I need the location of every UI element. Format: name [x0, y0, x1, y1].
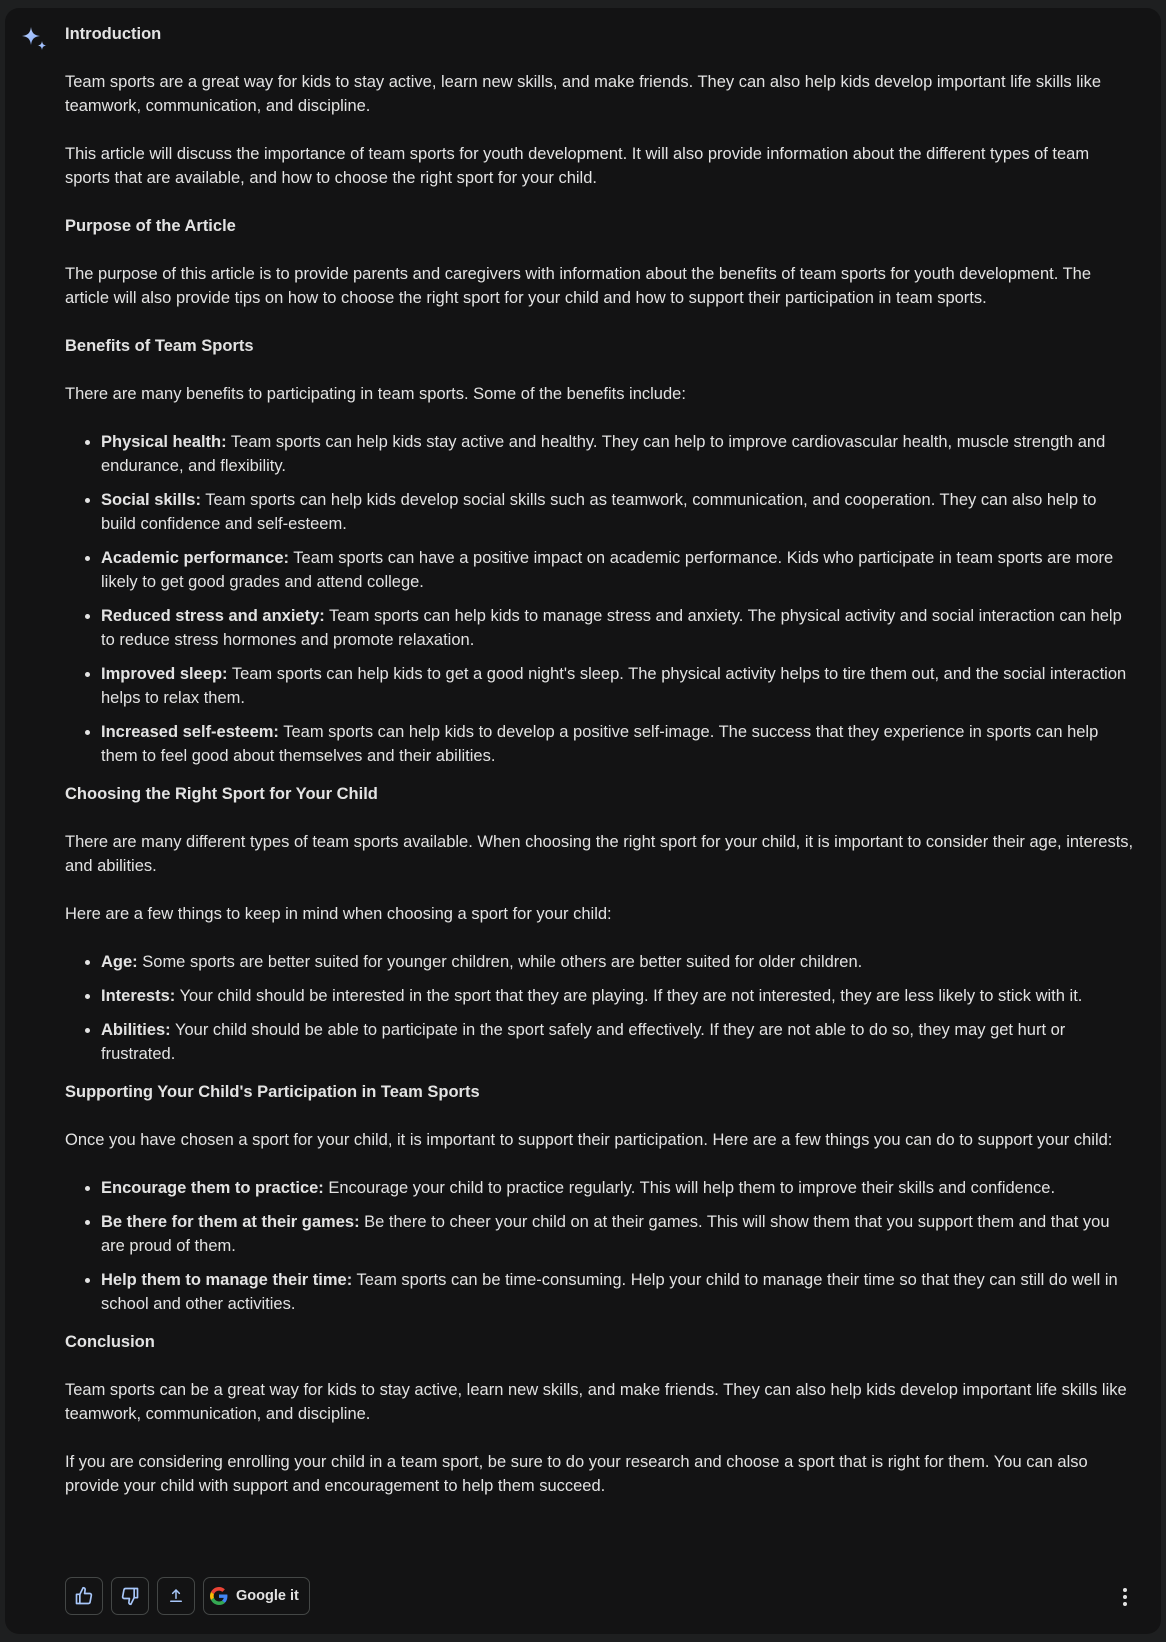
section-heading-purpose: Purpose of the Article — [65, 217, 236, 235]
list-item-term: Social skills: — [101, 491, 201, 509]
supporting-paragraph: Once you have chosen a sport for your child, it is important to support their participation. Here are a few things you can do to support your child: — [65, 1131, 1113, 1149]
section-heading-benefits: Benefits of Team Sports — [65, 337, 254, 355]
list-item — [101, 1018, 1135, 1066]
thumbs-up-icon — [74, 1586, 94, 1606]
list-item-term: Abilities: — [101, 1021, 171, 1039]
google-it-label: Google it — [236, 1588, 299, 1604]
list-item-term: Reduced stress and anxiety: — [101, 607, 325, 625]
benefits-intro: There are many benefits to participating in team sports. Some of the benefits include: — [65, 385, 686, 403]
list-item — [101, 720, 1135, 768]
list-item-term: Age: — [101, 953, 138, 971]
list-item-text: Team sports can help kids to get a good night's sleep. The physical activity helps to tire them out, and the social interaction helps to relax them. — [101, 665, 1127, 707]
list-item — [101, 984, 1135, 1008]
response-actions — [65, 1577, 310, 1617]
list-item-text: Your child should be able to participate in the sport safely and effectively. If they are not able to do so, they may get hurt or frustrated. — [101, 1021, 1066, 1063]
list-item — [101, 604, 1135, 652]
list-item-term: Academic performance: — [101, 549, 289, 567]
list-item-text: Some sports are better suited for younger children, while others are better suited for older children. — [137, 953, 863, 971]
list-item — [101, 430, 1135, 478]
share-icon — [167, 1587, 185, 1605]
list-item-text: Team sports can help kids stay active and healthy. They can help to improve cardiovascular health, muscle strength and endurance, and flexibility. — [101, 433, 1106, 475]
more-vert-icon — [1123, 1588, 1127, 1592]
share-button[interactable] — [157, 1577, 195, 1615]
choosing-paragraph-2: Here are a few things to keep in mind when choosing a sport for your child: — [65, 905, 612, 923]
google-logo-icon — [210, 1587, 228, 1605]
section-heading-introduction: Introduction — [65, 25, 162, 43]
conclusion-paragraph-2: If you are considering enrolling your child in a team sport, be sure to do your research and choose a sport that is right for them. You can also provide your child with support and encouragement to help them succeed. — [65, 1453, 1088, 1495]
list-item — [101, 488, 1135, 536]
intro-paragraph-1: Team sports are a great way for kids to stay active, learn new skills, and make friends. They can also help kids develop important life skills like teamwork, communication, and discipline. — [65, 73, 1101, 115]
supporting-list — [65, 1176, 1135, 1316]
list-item-text: Team sports can have a positive impact on academic performance. Kids who participate in team sports are more likely to get good grades and attend college. — [101, 549, 1114, 591]
google-it-button[interactable] — [203, 1577, 310, 1615]
list-item-text: Be there to cheer your child on at their games. This will show them that you support them and that you are proud of them. — [101, 1213, 1110, 1255]
list-item-text: Encourage your child to practice regularly. This will help them to improve their skills and confidence. — [323, 1179, 1056, 1197]
list-item-term: Physical health: — [101, 433, 227, 451]
sparkle-icon — [19, 24, 49, 54]
list-item-text: Team sports can help kids to manage stress and anxiety. The physical activity and social interaction can help to reduce stress hormones and promote relaxation. — [101, 607, 1122, 649]
conclusion-paragraph-1: Team sports can be a great way for kids to stay active, learn new skills, and make friends. They can also help kids develop important life skills like teamwork, communication, and discipline. — [65, 1381, 1127, 1423]
list-item — [101, 1268, 1135, 1316]
good-response-button[interactable] — [65, 1577, 103, 1615]
intro-paragraph-2: This article will discuss the importance of team sports for youth development. It will also provide information about the different types of team sports that are available, and how to choose the right sport for your child. — [65, 145, 1090, 187]
list-item — [101, 546, 1135, 594]
benefits-list — [65, 430, 1135, 768]
choosing-paragraph-1: There are many different types of team sports available. When choosing the right sport for your child, it is important to consider their age, interests, and abilities. — [65, 833, 1134, 875]
bad-response-button[interactable] — [111, 1577, 149, 1615]
list-item — [101, 1176, 1135, 1200]
list-item-term: Help them to manage their time: — [101, 1271, 353, 1289]
list-item — [101, 1210, 1135, 1258]
list-item — [101, 662, 1135, 710]
list-item-text: Team sports can help kids to develop a positive self-image. The success that they experience in sports can help them to feel good about themselves and their abilities. — [101, 723, 1099, 765]
response-content — [65, 22, 1135, 1498]
purpose-paragraph: The purpose of this article is to provide parents and caregivers with information about the benefits of team sports for youth development. The article will also provide tips on how to choose the right sport for your child and how to support their participation in team sports. — [65, 265, 1092, 307]
list-item-term: Encourage them to practice: — [101, 1179, 324, 1197]
section-heading-choosing: Choosing the Right Sport for Your Child — [65, 785, 378, 803]
list-item-text: Your child should be interested in the sport that they are playing. If they are not interested, they are less likely to stick with it. — [175, 987, 1083, 1005]
thumbs-down-icon — [120, 1586, 140, 1606]
list-item-term: Be there for them at their games: — [101, 1213, 360, 1231]
more-options-button[interactable] — [1113, 1585, 1137, 1609]
list-item-text: Team sports can be time-consuming. Help your child to manage their time so that they can still do well in school and other activities. — [101, 1271, 1118, 1313]
section-heading-conclusion: Conclusion — [65, 1333, 155, 1351]
list-item-term: Increased self-esteem: — [101, 723, 279, 741]
section-heading-supporting: Supporting Your Child's Participation in Team Sports — [65, 1083, 480, 1101]
choosing-list — [65, 950, 1135, 1066]
response-card — [5, 8, 1161, 1634]
list-item — [101, 950, 1135, 974]
list-item-text: Team sports can help kids develop social skills such as teamwork, communication, and cooperation. They can also help to build confidence and self-esteem. — [101, 491, 1097, 533]
list-item-term: Interests: — [101, 987, 176, 1005]
list-item-term: Improved sleep: — [101, 665, 228, 683]
